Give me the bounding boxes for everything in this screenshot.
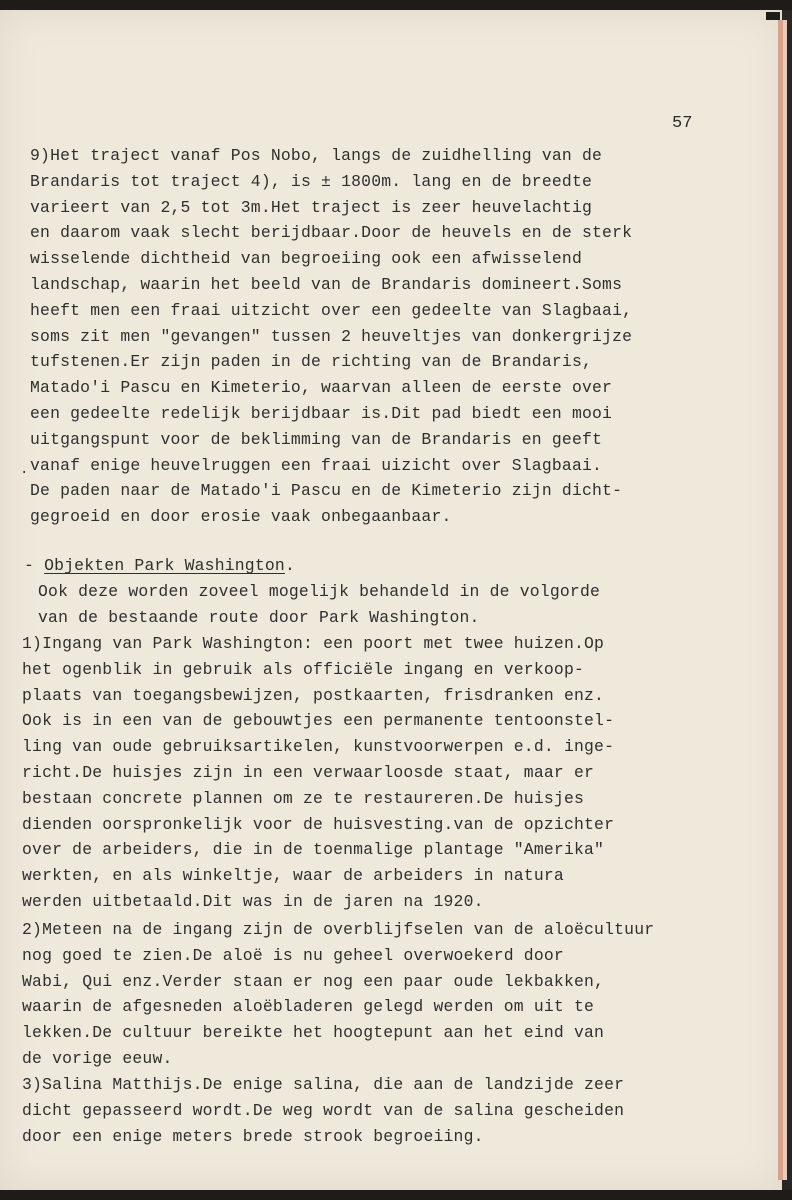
section-9-line: Brandaris tot traject 4), is ± 1800m. lang en de breedte — [30, 171, 593, 191]
item-2-line: waarin de afgesneden aloëbladeren gelegd werden om uit te — [22, 997, 595, 1017]
section-9-line: een gedeelte redelijk berijdbaar is.Dit pad biedt een mooi — [30, 404, 613, 423]
item-3-line: 3)Salina Matthijs.De enige salina, die aan de landzijde zeer — [22, 1075, 625, 1094]
section-heading — [24, 556, 295, 575]
item-1-line: 1)Ingang van Park Washington: een poort met twee huizen.Op — [22, 634, 605, 653]
section-9-line: soms zit men "gevangen" tussen 2 heuveltjes van donkergrijze — [30, 326, 633, 346]
item-1-line: ling van oude gebruiksartikelen, kunstvoorwerpen e.d. inge- — [22, 737, 615, 757]
section-9-line: en daarom vaak slecht berijdbaar.Door de heuvels en de sterk — [30, 223, 633, 243]
binding-tab — [766, 12, 780, 20]
item-1-line: werkten, en als winkeltje, waar de arbeiders in natura — [22, 866, 564, 886]
item-3-line: dicht gepasseerd wordt.De weg wordt van de salina gescheiden — [22, 1100, 625, 1120]
item-1-line: plaats van toegangsbewijzen, postkaarten, frisdranken enz. — [22, 685, 605, 705]
item-1-line: Ook is in een van de gebouwtjes een permanente tentoonstel- — [22, 711, 615, 731]
item-2-line: de vorige eeuw. — [22, 1049, 173, 1068]
section-9-line: De paden naar de Matado'i Pascu en de Kimeterio zijn dicht- — [30, 481, 623, 501]
intro-line: van de bestaande route door Park Washington. — [38, 607, 480, 627]
intro-line: Ook deze worden zoveel mogelijk behandeld in de volgorde — [38, 582, 601, 601]
page-edge-pink — [783, 20, 787, 1180]
section-9-line: heeft men een fraai uitzicht over een gedeelte van Slagbaai, — [30, 300, 633, 320]
section-9-line: gegroeid en door erosie vaak onbegaanbaar. — [30, 507, 452, 527]
item-1-line: dienden oorspronkelijk voor de huisvesting.van de opzichter — [22, 814, 615, 834]
section-9-line: landschap, waarin het beeld van de Brandaris domineert.Soms — [30, 275, 623, 294]
item-1-line: bestaan concrete plannen om ze te restaureren.De huisjes — [22, 788, 585, 808]
section-9-line: uitgangspunt voor de beklimming van de Brandaris en geeft — [30, 429, 603, 449]
section-9-line: wisselende dichtheid van begroeiing ook een afwisselend — [30, 249, 582, 269]
section-9-line: vanaf enige heuvelruggen een fraai uizicht over Slagbaai. — [30, 455, 603, 475]
typewritten-page — [0, 10, 782, 1190]
scan-border-top — [0, 0, 792, 10]
margin-dot: . — [20, 462, 29, 478]
item-2-line: Wabi, Qui enz.Verder staan er nog een paar oude lekbakken, — [22, 971, 605, 991]
item-1-line: werden uitbetaald.Dit was in de jaren na 1920. — [22, 892, 484, 911]
item-2-line: 2)Meteen na de ingang zijn de overblijfselen van de aloëcultuur — [22, 920, 655, 939]
section-9-line: 9)Het traject vanaf Pos Nobo, langs de zuidhelling van de — [30, 146, 603, 165]
scan-border-bottom — [0, 1190, 792, 1200]
section-9-line: tufstenen.Er zijn paden in de richting van de Brandaris, — [30, 352, 593, 372]
heading-title: Objekten Park Washington — [44, 556, 285, 575]
item-1-line: over de arbeiders, die in de toenmalige plantage "Amerika" — [22, 840, 605, 860]
item-1-line: het ogenblik in gebruik als officiële ingang en verkoop- — [22, 659, 585, 679]
item-1-line: richt.De huisjes zijn in een verwaarloosde staat, maar er — [22, 763, 595, 782]
item-2-line: nog goed te zien.De aloë is nu geheel overwoekerd door — [22, 945, 564, 965]
heading-dash: - — [24, 556, 45, 575]
section-9-line: varieert van 2,5 tot 3m.Het traject is zeer heuvelachtig — [30, 197, 593, 217]
item-2-line: lekken.De cultuur bereikte het hoogtepunt aan het eind van — [22, 1023, 605, 1043]
section-9-line: Matado'i Pascu en Kimeterio, waarvan alleen de eerste over — [30, 378, 613, 398]
heading-period: . — [284, 556, 295, 575]
page-number: 57 — [672, 114, 693, 133]
item-3-line: door een enige meters brede strook begroeiing. — [22, 1126, 484, 1146]
